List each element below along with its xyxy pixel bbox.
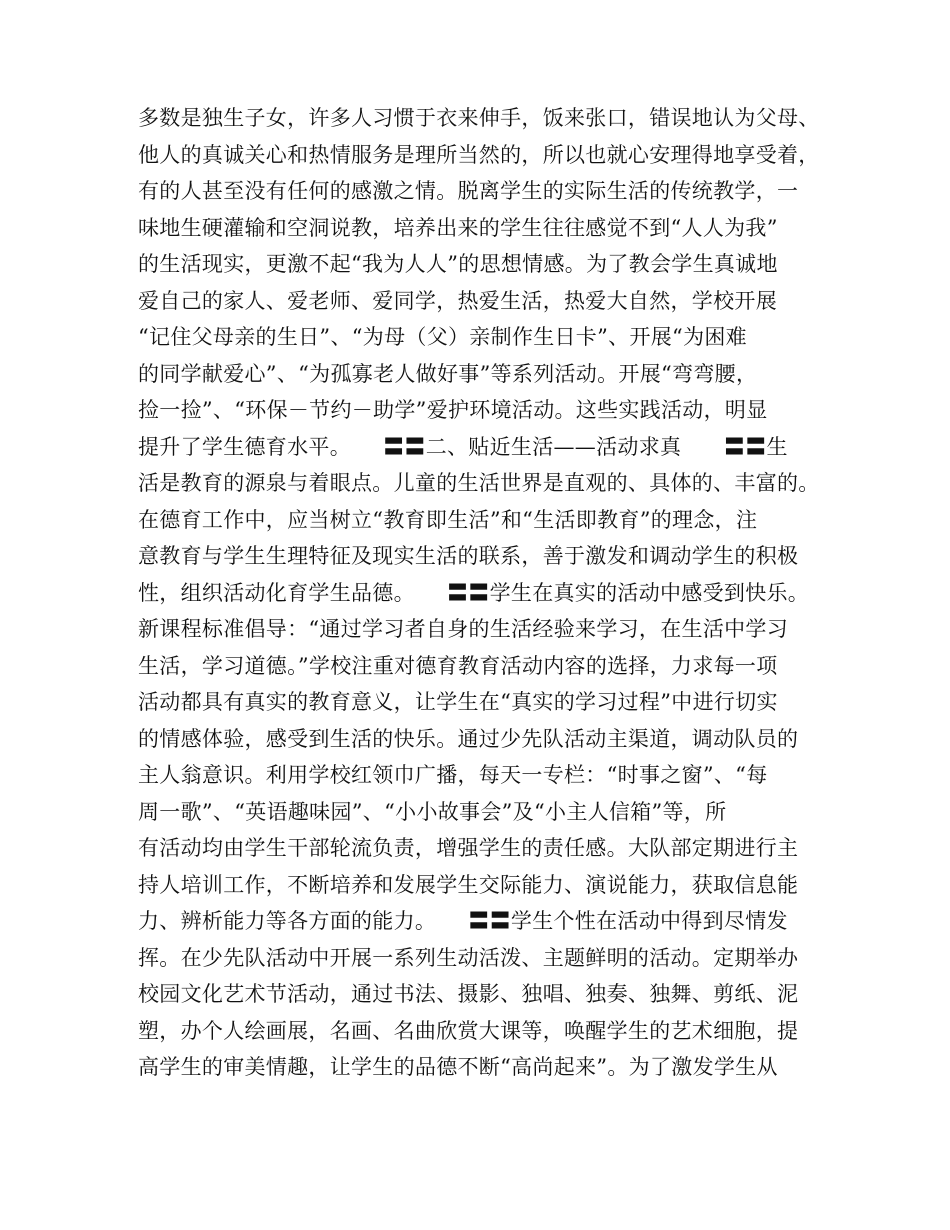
text-line: 味地生硬灌输和空洞说教，培养出来的学生往往感觉不到“人人为我” [138, 215, 778, 240]
body-text [138, 100, 828, 1086]
text-line: “记住父母亲的生日”、“为母（父）亲制作生日卡”、开展“为困难 [138, 325, 747, 349]
text-line: 力、辨析能力等各方面的能力。 〓〓学生个性在活动中得到尽情发 [138, 909, 788, 933]
text-line: 提升了学生德育水平。 〓〓二、贴近生活——活动求真 〓〓生 [138, 434, 788, 459]
text-line: 塑，办个人绘画展，名画、名曲欣赏大课等，唤醒学生的艺术细胞，提 [138, 1018, 799, 1043]
text-line: 生活，学习道德。”学校注重对德育教育活动内容的选择，力求每一项 [138, 653, 778, 678]
text-line: 意教育与学生生理特征及现实生活的联系，善于激发和调动学生的积极 [138, 544, 799, 568]
text-line: 的生活现实，更激不起“我为人人”的思想情感。为了教会学生真诚地 [138, 252, 778, 276]
text-line: 多数是独生子女，许多人习惯于衣来伸手，饭来张口，错误地认为父母、 [138, 106, 820, 130]
text-line: 他人的真诚关心和热情服务是理所当然的，所以也就心安理得地享受着， [138, 142, 820, 167]
text-line: 有活动均由学生干部轮流负责，增强学生的责任感。大队部定期进行主 [138, 836, 799, 860]
text-line: 持人培训工作，不断培养和发展学生交际能力、演说能力，获取信息能 [138, 872, 799, 897]
text-line: 爱自己的家人、爱老师、爱同学，热爱生活，热爱大自然，学校开展 [138, 288, 777, 313]
text-line: 新课程标准倡导：“通过学习者自身的生活经验来学习，在生活中学习 [138, 617, 789, 641]
text-line: 的同学献爱心”、“为孤寡老人做好事”等系列活动。开展“弯弯腰， [138, 361, 758, 386]
text-line: 挥。在少先队活动中开展一系列生动活泼、主题鲜明的活动。定期举办 [138, 945, 799, 970]
text-line: 校园文化艺术节活动，通过书法、摄影、独唱、独奏、独舞、剪纸、泥 [138, 982, 799, 1006]
text-line: 主人翁意识。利用学校红领巾广播，每天一专栏：“时事之窗”、“每 [138, 763, 768, 787]
text-line: 活是教育的源泉与着眼点。儿童的生活世界是直观的、具体的、丰富的。 [138, 471, 820, 495]
text-line: 周一歌”、“英语趣味园”、“小小故事会”及“小主人信箱”等，所 [138, 799, 727, 824]
text-line: 的情感体验，感受到生活的快乐。通过少先队活动主渠道，调动队员的 [138, 726, 799, 751]
text-line: 性，组织活动化育学生品德。 〓〓学生在真实的活动中感受到快乐。 [138, 580, 810, 605]
text-line: 活动都具有真实的教育意义，让学生在“真实的学习过程”中进行切实 [138, 690, 778, 714]
text-line: 高学生的审美情趣，让学生的品德不断“高尚起来”。为了激发学生从 [138, 1055, 778, 1079]
text-line: 有的人甚至没有任何的感激之情。脱离学生的实际生活的传统教学，一 [138, 179, 799, 203]
text-line: 捡一捡”、“环保－节约－助学”爱护环境活动。这些实践活动，明显 [138, 398, 768, 422]
text-line: 在德育工作中，应当树立“教育即生活”和“生活即教育”的理念，注 [138, 507, 758, 532]
